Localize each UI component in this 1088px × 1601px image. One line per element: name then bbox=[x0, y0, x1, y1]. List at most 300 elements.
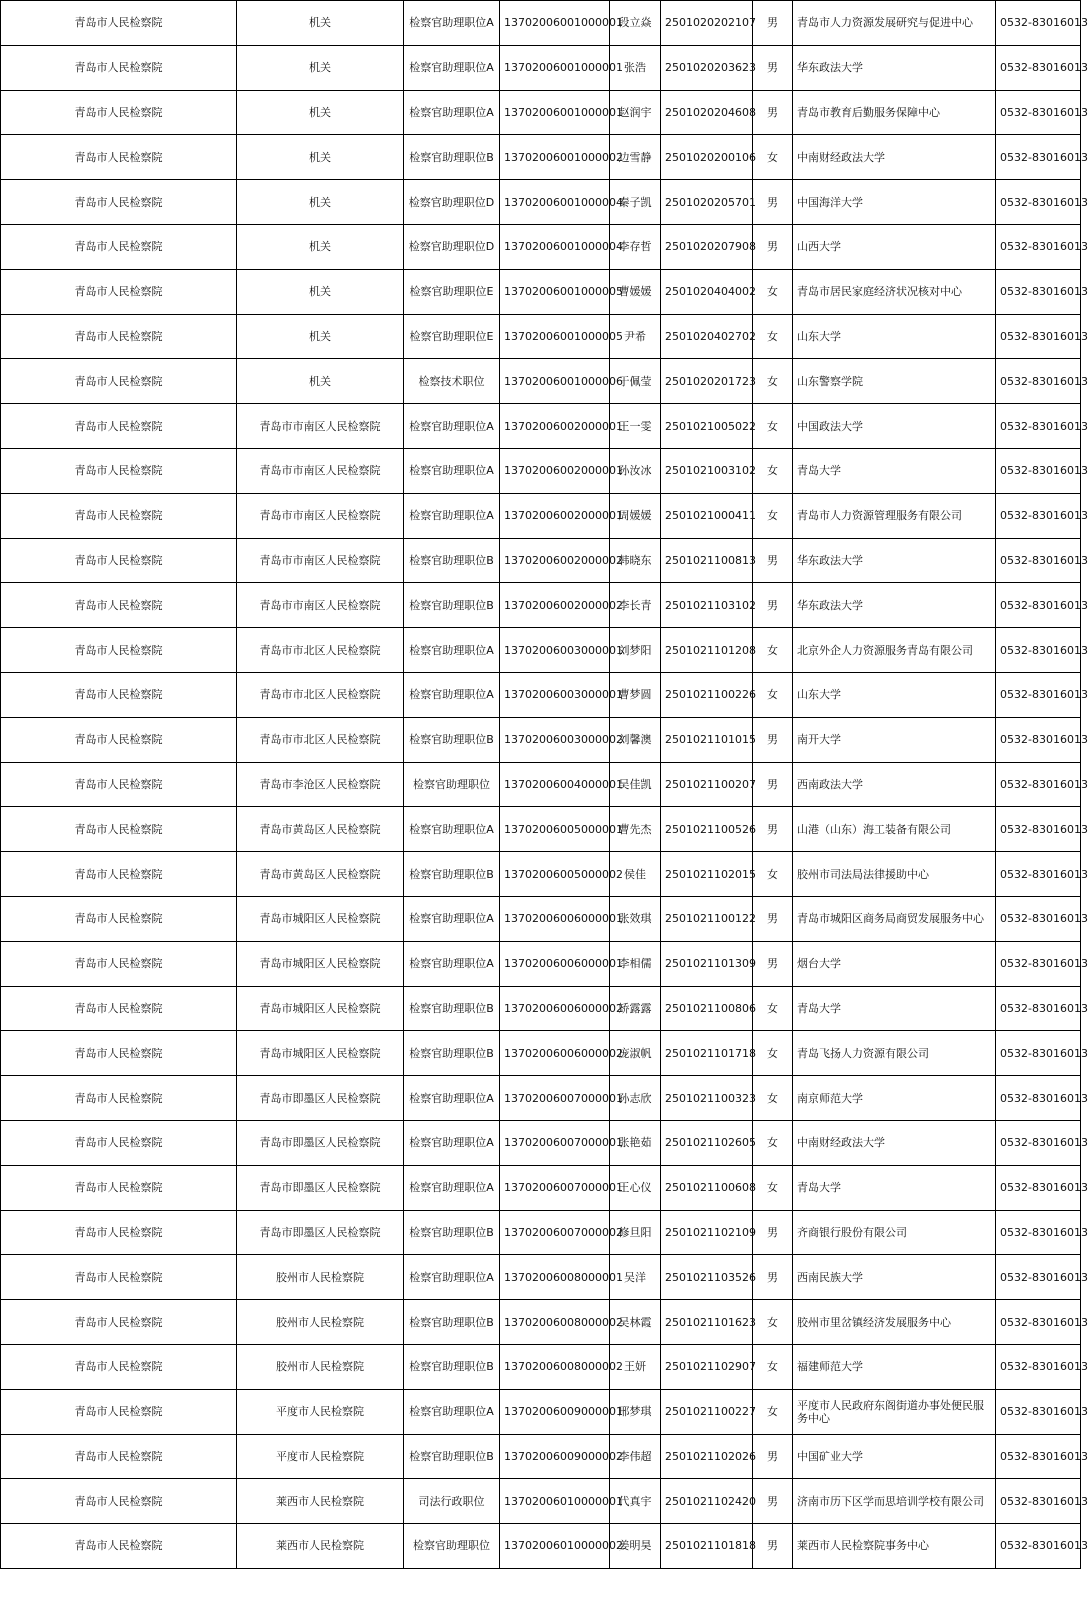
name-cell: 邢梦琪 bbox=[610, 1389, 661, 1434]
position-code-cell: 13702006001000001 bbox=[500, 45, 610, 90]
exam-number-cell: 2501021003102 bbox=[661, 448, 753, 493]
department-cell: 胶州市人民检察院 bbox=[237, 1300, 404, 1345]
position-name-cell: 检察官助理职位 bbox=[404, 762, 500, 807]
phone-cell: 0532-83016013 bbox=[996, 448, 1081, 493]
position-code-cell: 13702006002000001 bbox=[500, 448, 610, 493]
recruiting-unit-cell: 青岛市人民检察院 bbox=[1, 628, 237, 673]
position-name-cell: 检察官助理职位A bbox=[404, 90, 500, 135]
name-cell: 矫露露 bbox=[610, 986, 661, 1031]
department-cell: 机关 bbox=[237, 135, 404, 180]
table-row bbox=[1, 1165, 1081, 1210]
department-cell: 莱西市人民检察院 bbox=[237, 1524, 404, 1569]
position-name-cell: 检察官助理职位A bbox=[404, 1389, 500, 1434]
table-row bbox=[1, 1210, 1081, 1255]
name-cell: 张浩 bbox=[610, 45, 661, 90]
name-cell: 孙汝冰 bbox=[610, 448, 661, 493]
table-row bbox=[1, 1300, 1081, 1345]
position-code-cell: 13702006008000001 bbox=[500, 1255, 610, 1300]
department-cell: 胶州市人民检察院 bbox=[237, 1255, 404, 1300]
exam-number-cell: 2501021101015 bbox=[661, 717, 753, 762]
department-cell: 青岛市即墨区人民检察院 bbox=[237, 1165, 404, 1210]
name-cell: 孙志欣 bbox=[610, 1076, 661, 1121]
table-row bbox=[1, 90, 1081, 135]
phone-cell: 0532-83016013 bbox=[996, 1255, 1081, 1300]
work-unit-cell: 齐商银行股份有限公司 bbox=[793, 1210, 996, 1255]
name-cell: 李伟超 bbox=[610, 1434, 661, 1479]
department-cell: 青岛市黄岛区人民检察院 bbox=[237, 852, 404, 897]
gender-cell: 男 bbox=[753, 45, 793, 90]
position-name-cell: 检察官助理职位A bbox=[404, 1076, 500, 1121]
name-cell: 王心仪 bbox=[610, 1165, 661, 1210]
name-cell: 刘梦阳 bbox=[610, 628, 661, 673]
work-unit-cell: 福建师范大学 bbox=[793, 1344, 996, 1389]
recruiting-unit-cell: 青岛市人民检察院 bbox=[1, 1031, 237, 1076]
recruiting-unit-cell: 青岛市人民检察院 bbox=[1, 762, 237, 807]
table-row bbox=[1, 807, 1081, 852]
exam-number-cell: 2501021100526 bbox=[661, 807, 753, 852]
phone-cell: 0532-83016013 bbox=[996, 986, 1081, 1031]
department-cell: 青岛市市南区人民检察院 bbox=[237, 404, 404, 449]
department-cell: 青岛市市南区人民检察院 bbox=[237, 538, 404, 583]
position-name-cell: 检察技术职位 bbox=[404, 359, 500, 404]
exam-number-cell: 2501021102109 bbox=[661, 1210, 753, 1255]
recruiting-unit-cell: 青岛市人民检察院 bbox=[1, 45, 237, 90]
gender-cell: 女 bbox=[753, 404, 793, 449]
department-cell: 青岛市即墨区人民检察院 bbox=[237, 1210, 404, 1255]
recruiting-unit-cell: 青岛市人民检察院 bbox=[1, 1524, 237, 1569]
exam-number-cell: 2501021100207 bbox=[661, 762, 753, 807]
phone-cell: 0532-83016013 bbox=[996, 1434, 1081, 1479]
phone-cell: 0532-83016013 bbox=[996, 1031, 1081, 1076]
phone-cell: 0532-83016013 bbox=[996, 583, 1081, 628]
department-cell: 机关 bbox=[237, 269, 404, 314]
table-row bbox=[1, 672, 1081, 717]
gender-cell: 女 bbox=[753, 1076, 793, 1121]
department-cell: 青岛市市北区人民检察院 bbox=[237, 717, 404, 762]
department-cell: 青岛市市南区人民检察院 bbox=[237, 583, 404, 628]
name-cell: 吴佳凯 bbox=[610, 762, 661, 807]
position-name-cell: 检察官助理职位B bbox=[404, 1434, 500, 1479]
position-name-cell: 检察官助理职位A bbox=[404, 448, 500, 493]
name-cell: 刘馨澳 bbox=[610, 717, 661, 762]
work-unit-cell: 南京师范大学 bbox=[793, 1076, 996, 1121]
name-cell: 韩晓东 bbox=[610, 538, 661, 583]
position-code-cell: 13702006006000002 bbox=[500, 986, 610, 1031]
recruiting-unit-cell: 青岛市人民检察院 bbox=[1, 1479, 237, 1524]
work-unit-cell: 青岛市人力资源发展研究与促进中心 bbox=[793, 1, 996, 46]
exam-number-cell: 2501021101623 bbox=[661, 1300, 753, 1345]
exam-number-cell: 2501021102605 bbox=[661, 1120, 753, 1165]
work-unit-cell: 青岛大学 bbox=[793, 448, 996, 493]
work-unit-cell: 烟台大学 bbox=[793, 941, 996, 986]
position-name-cell: 检察官助理职位A bbox=[404, 404, 500, 449]
position-code-cell: 13702006007000002 bbox=[500, 1210, 610, 1255]
name-cell: 吴林霞 bbox=[610, 1300, 661, 1345]
position-code-cell: 13702006003000001 bbox=[500, 628, 610, 673]
exam-number-cell: 2501020202107 bbox=[661, 1, 753, 46]
work-unit-cell: 山西大学 bbox=[793, 224, 996, 269]
position-code-cell: 13702006003000001 bbox=[500, 672, 610, 717]
table-row bbox=[1, 762, 1081, 807]
phone-cell: 0532-83016013 bbox=[996, 90, 1081, 135]
phone-cell: 0532-83016013 bbox=[996, 359, 1081, 404]
work-unit-cell: 胶州市里岔镇经济发展服务中心 bbox=[793, 1300, 996, 1345]
phone-cell: 0532-83016013 bbox=[996, 135, 1081, 180]
position-name-cell: 检察官助理职位B bbox=[404, 717, 500, 762]
gender-cell: 女 bbox=[753, 628, 793, 673]
department-cell: 机关 bbox=[237, 314, 404, 359]
name-cell: 李长青 bbox=[610, 583, 661, 628]
exam-number-cell: 2501021100806 bbox=[661, 986, 753, 1031]
phone-cell: 0532-83016013 bbox=[996, 1165, 1081, 1210]
position-name-cell: 检察官助理职位A bbox=[404, 45, 500, 90]
position-code-cell: 13702006005000001 bbox=[500, 807, 610, 852]
work-unit-cell: 青岛市教育后勤服务保障中心 bbox=[793, 90, 996, 135]
position-code-cell: 13702006010000002 bbox=[500, 1524, 610, 1569]
department-cell: 青岛市市南区人民检察院 bbox=[237, 448, 404, 493]
phone-cell: 0532-83016013 bbox=[996, 628, 1081, 673]
recruiting-unit-cell: 青岛市人民检察院 bbox=[1, 493, 237, 538]
department-cell: 青岛市李沧区人民检察院 bbox=[237, 762, 404, 807]
phone-cell: 0532-83016013 bbox=[996, 314, 1081, 359]
gender-cell: 男 bbox=[753, 583, 793, 628]
exam-number-cell: 2501021102420 bbox=[661, 1479, 753, 1524]
recruiting-unit-cell: 青岛市人民检察院 bbox=[1, 672, 237, 717]
work-unit-cell: 西南政法大学 bbox=[793, 762, 996, 807]
phone-cell: 0532-83016013 bbox=[996, 1210, 1081, 1255]
table-row bbox=[1, 1479, 1081, 1524]
position-code-cell: 13702006009000002 bbox=[500, 1434, 610, 1479]
table-row bbox=[1, 1524, 1081, 1569]
position-name-cell: 检察官助理职位D bbox=[404, 180, 500, 225]
exam-number-cell: 2501021100813 bbox=[661, 538, 753, 583]
name-cell: 赵润宇 bbox=[610, 90, 661, 135]
exam-number-cell: 2501021103102 bbox=[661, 583, 753, 628]
phone-cell: 0532-83016013 bbox=[996, 807, 1081, 852]
table-row bbox=[1, 493, 1081, 538]
exam-number-cell: 2501021100323 bbox=[661, 1076, 753, 1121]
work-unit-cell: 华东政法大学 bbox=[793, 583, 996, 628]
name-cell: 尹希 bbox=[610, 314, 661, 359]
position-name-cell: 检察官助理职位B bbox=[404, 538, 500, 583]
gender-cell: 女 bbox=[753, 493, 793, 538]
position-code-cell: 13702006002000002 bbox=[500, 583, 610, 628]
phone-cell: 0532-83016013 bbox=[996, 762, 1081, 807]
position-code-cell: 13702006002000002 bbox=[500, 538, 610, 583]
phone-cell: 0532-83016013 bbox=[996, 493, 1081, 538]
recruiting-unit-cell: 青岛市人民检察院 bbox=[1, 269, 237, 314]
recruiting-unit-cell: 青岛市人民检察院 bbox=[1, 1434, 237, 1479]
recruiting-unit-cell: 青岛市人民检察院 bbox=[1, 1255, 237, 1300]
recruiting-unit-cell: 青岛市人民检察院 bbox=[1, 1120, 237, 1165]
recruiting-unit-cell: 青岛市人民检察院 bbox=[1, 986, 237, 1031]
phone-cell: 0532-83016013 bbox=[996, 1300, 1081, 1345]
name-cell: 周媛媛 bbox=[610, 493, 661, 538]
table-row bbox=[1, 628, 1081, 673]
recruiting-unit-cell: 青岛市人民检察院 bbox=[1, 1, 237, 46]
recruiting-unit-cell: 青岛市人民检察院 bbox=[1, 852, 237, 897]
position-code-cell: 13702006005000002 bbox=[500, 852, 610, 897]
exam-number-cell: 2501021101818 bbox=[661, 1524, 753, 1569]
name-cell: 于佩莹 bbox=[610, 359, 661, 404]
position-name-cell: 检察官助理职位B bbox=[404, 135, 500, 180]
phone-cell: 0532-83016013 bbox=[996, 224, 1081, 269]
table-row bbox=[1, 1120, 1081, 1165]
position-code-cell: 13702006002000001 bbox=[500, 404, 610, 449]
position-code-cell: 13702006001000005 bbox=[500, 314, 610, 359]
department-cell: 机关 bbox=[237, 90, 404, 135]
position-name-cell: 检察官助理职位B bbox=[404, 1031, 500, 1076]
gender-cell: 男 bbox=[753, 1524, 793, 1569]
position-code-cell: 13702006006000001 bbox=[500, 941, 610, 986]
position-name-cell: 检察官助理职位A bbox=[404, 1, 500, 46]
work-unit-cell: 济南市历下区学而思培训学校有限公司 bbox=[793, 1479, 996, 1524]
name-cell: 侯佳 bbox=[610, 852, 661, 897]
gender-cell: 男 bbox=[753, 180, 793, 225]
name-cell: 曹先杰 bbox=[610, 807, 661, 852]
work-unit-cell: 平度市人民政府东阁街道办事处便民服务中心 bbox=[793, 1389, 996, 1434]
department-cell: 青岛市即墨区人民检察院 bbox=[237, 1076, 404, 1121]
table-row bbox=[1, 986, 1081, 1031]
recruiting-unit-cell: 青岛市人民检察院 bbox=[1, 1165, 237, 1210]
phone-cell: 0532-83016013 bbox=[996, 1479, 1081, 1524]
phone-cell: 0532-83016013 bbox=[996, 45, 1081, 90]
department-cell: 青岛市市北区人民检察院 bbox=[237, 628, 404, 673]
gender-cell: 女 bbox=[753, 135, 793, 180]
phone-cell: 0532-83016013 bbox=[996, 717, 1081, 762]
department-cell: 机关 bbox=[237, 1, 404, 46]
gender-cell: 男 bbox=[753, 717, 793, 762]
exam-number-cell: 2501021101208 bbox=[661, 628, 753, 673]
gender-cell: 男 bbox=[753, 896, 793, 941]
exam-number-cell: 2501021103526 bbox=[661, 1255, 753, 1300]
name-cell: 秦子凯 bbox=[610, 180, 661, 225]
phone-cell: 0532-83016013 bbox=[996, 538, 1081, 583]
recruiting-unit-cell: 青岛市人民检察院 bbox=[1, 896, 237, 941]
recruiting-unit-cell: 青岛市人民检察院 bbox=[1, 717, 237, 762]
department-cell: 青岛市城阳区人民检察院 bbox=[237, 941, 404, 986]
position-name-cell: 检察官助理职位B bbox=[404, 583, 500, 628]
work-unit-cell: 山东大学 bbox=[793, 314, 996, 359]
recruiting-unit-cell: 青岛市人民检察院 bbox=[1, 90, 237, 135]
position-code-cell: 13702006007000001 bbox=[500, 1120, 610, 1165]
phone-cell: 0532-83016013 bbox=[996, 1389, 1081, 1434]
position-code-cell: 13702006001000001 bbox=[500, 1, 610, 46]
work-unit-cell: 青岛市人力资源管理服务有限公司 bbox=[793, 493, 996, 538]
gender-cell: 男 bbox=[753, 538, 793, 583]
table-row bbox=[1, 852, 1081, 897]
department-cell: 青岛市市北区人民检察院 bbox=[237, 672, 404, 717]
phone-cell: 0532-83016013 bbox=[996, 1, 1081, 46]
work-unit-cell: 南开大学 bbox=[793, 717, 996, 762]
work-unit-cell: 华东政法大学 bbox=[793, 538, 996, 583]
exam-number-cell: 2501021101309 bbox=[661, 941, 753, 986]
recruiting-unit-cell: 青岛市人民检察院 bbox=[1, 941, 237, 986]
position-code-cell: 13702006001000006 bbox=[500, 359, 610, 404]
recruiting-unit-cell: 青岛市人民检察院 bbox=[1, 359, 237, 404]
position-name-cell: 检察官助理职位E bbox=[404, 269, 500, 314]
table-row bbox=[1, 1, 1081, 46]
position-code-cell: 13702006001000005 bbox=[500, 269, 610, 314]
work-unit-cell: 莱西市人民检察院事务中心 bbox=[793, 1524, 996, 1569]
position-name-cell: 检察官助理职位A bbox=[404, 1120, 500, 1165]
table-row bbox=[1, 135, 1081, 180]
name-cell: 王一雯 bbox=[610, 404, 661, 449]
work-unit-cell: 青岛大学 bbox=[793, 986, 996, 1031]
table-row bbox=[1, 359, 1081, 404]
gender-cell: 女 bbox=[753, 852, 793, 897]
exam-number-cell: 2501021102907 bbox=[661, 1344, 753, 1389]
table-row bbox=[1, 314, 1081, 359]
work-unit-cell: 中南财经政法大学 bbox=[793, 1120, 996, 1165]
recruiting-unit-cell: 青岛市人民检察院 bbox=[1, 1076, 237, 1121]
table-body bbox=[1, 1, 1088, 1569]
gender-cell: 男 bbox=[753, 807, 793, 852]
work-unit-cell: 西南民族大学 bbox=[793, 1255, 996, 1300]
position-name-cell: 检察官助理职位A bbox=[404, 941, 500, 986]
exam-number-cell: 2501020205701 bbox=[661, 180, 753, 225]
work-unit-cell: 华东政法大学 bbox=[793, 45, 996, 90]
table-row bbox=[1, 1434, 1081, 1479]
recruiting-unit-cell: 青岛市人民检察院 bbox=[1, 807, 237, 852]
position-code-cell: 13702006008000002 bbox=[500, 1300, 610, 1345]
gender-cell: 女 bbox=[753, 359, 793, 404]
name-cell: 张艳茹 bbox=[610, 1120, 661, 1165]
table-row bbox=[1, 896, 1081, 941]
table-row bbox=[1, 180, 1081, 225]
recruiting-unit-cell: 青岛市人民检察院 bbox=[1, 583, 237, 628]
position-name-cell: 检察官助理职位A bbox=[404, 672, 500, 717]
gender-cell: 女 bbox=[753, 986, 793, 1031]
phone-cell: 0532-83016013 bbox=[996, 1120, 1081, 1165]
gender-cell: 男 bbox=[753, 1, 793, 46]
gender-cell: 女 bbox=[753, 448, 793, 493]
exam-number-cell: 2501020201723 bbox=[661, 359, 753, 404]
name-cell: 曹梦圆 bbox=[610, 672, 661, 717]
table-row bbox=[1, 45, 1081, 90]
gender-cell: 男 bbox=[753, 1434, 793, 1479]
department-cell: 平度市人民检察院 bbox=[237, 1389, 404, 1434]
phone-cell: 0532-83016013 bbox=[996, 180, 1081, 225]
position-name-cell: 检察官助理职位A bbox=[404, 493, 500, 538]
position-code-cell: 13702006009000001 bbox=[500, 1389, 610, 1434]
name-cell: 李相儒 bbox=[610, 941, 661, 986]
gender-cell: 女 bbox=[753, 1344, 793, 1389]
recruiting-unit-cell: 青岛市人民检察院 bbox=[1, 1389, 237, 1434]
position-name-cell: 检察官助理职位A bbox=[404, 1255, 500, 1300]
department-cell: 机关 bbox=[237, 45, 404, 90]
phone-cell: 0532-83016013 bbox=[996, 941, 1081, 986]
gender-cell: 女 bbox=[753, 672, 793, 717]
phone-cell: 0532-83016013 bbox=[996, 1076, 1081, 1121]
exam-number-cell: 2501021102015 bbox=[661, 852, 753, 897]
phone-cell: 0532-83016013 bbox=[996, 1524, 1081, 1569]
gender-cell: 男 bbox=[753, 941, 793, 986]
name-cell: 吴洋 bbox=[610, 1255, 661, 1300]
gender-cell: 男 bbox=[753, 90, 793, 135]
table-row bbox=[1, 1389, 1081, 1434]
position-code-cell: 13702006010000001 bbox=[500, 1479, 610, 1524]
exam-number-cell: 2501020404002 bbox=[661, 269, 753, 314]
table-row bbox=[1, 717, 1081, 762]
phone-cell: 0532-83016013 bbox=[996, 404, 1081, 449]
work-unit-cell: 中国政法大学 bbox=[793, 404, 996, 449]
gender-cell: 男 bbox=[753, 762, 793, 807]
recruiting-unit-cell: 青岛市人民检察院 bbox=[1, 224, 237, 269]
gender-cell: 女 bbox=[753, 314, 793, 359]
work-unit-cell: 青岛大学 bbox=[793, 1165, 996, 1210]
table-row bbox=[1, 404, 1081, 449]
name-cell: 边雪静 bbox=[610, 135, 661, 180]
gender-cell: 男 bbox=[753, 224, 793, 269]
department-cell: 青岛市市南区人民检察院 bbox=[237, 493, 404, 538]
position-code-cell: 13702006006000002 bbox=[500, 1031, 610, 1076]
recruiting-unit-cell: 青岛市人民检察院 bbox=[1, 448, 237, 493]
name-cell: 李存哲 bbox=[610, 224, 661, 269]
table-row bbox=[1, 1255, 1081, 1300]
exam-number-cell: 2501021005022 bbox=[661, 404, 753, 449]
table-row bbox=[1, 448, 1081, 493]
work-unit-cell: 青岛市城阳区商务局商贸发展服务中心 bbox=[793, 896, 996, 941]
gender-cell: 女 bbox=[753, 1120, 793, 1165]
gender-cell: 女 bbox=[753, 1165, 793, 1210]
department-cell: 青岛市即墨区人民检察院 bbox=[237, 1120, 404, 1165]
gender-cell: 男 bbox=[753, 1210, 793, 1255]
department-cell: 青岛市城阳区人民检察院 bbox=[237, 896, 404, 941]
position-name-cell: 检察官助理职位E bbox=[404, 314, 500, 359]
position-code-cell: 13702006007000001 bbox=[500, 1165, 610, 1210]
name-cell: 庞淑帆 bbox=[610, 1031, 661, 1076]
recruiting-unit-cell: 青岛市人民检察院 bbox=[1, 135, 237, 180]
gender-cell: 女 bbox=[753, 269, 793, 314]
name-cell: 姜明昊 bbox=[610, 1524, 661, 1569]
position-code-cell: 13702006001000001 bbox=[500, 90, 610, 135]
work-unit-cell: 中国海洋大学 bbox=[793, 180, 996, 225]
work-unit-cell: 山东大学 bbox=[793, 672, 996, 717]
recruiting-unit-cell: 青岛市人民检察院 bbox=[1, 314, 237, 359]
department-cell: 机关 bbox=[237, 180, 404, 225]
exam-number-cell: 2501021101718 bbox=[661, 1031, 753, 1076]
position-name-cell: 检察官助理职位B bbox=[404, 1210, 500, 1255]
position-name-cell: 检察官助理职位A bbox=[404, 1165, 500, 1210]
table-row bbox=[1, 1344, 1081, 1389]
phone-cell: 0532-83016013 bbox=[996, 896, 1081, 941]
recruiting-unit-cell: 青岛市人民检察院 bbox=[1, 404, 237, 449]
position-name-cell: 检察官助理职位B bbox=[404, 986, 500, 1031]
phone-cell: 0532-83016013 bbox=[996, 1344, 1081, 1389]
phone-cell: 0532-83016013 bbox=[996, 672, 1081, 717]
name-cell: 曹媛媛 bbox=[610, 269, 661, 314]
exam-number-cell: 2501021100226 bbox=[661, 672, 753, 717]
work-unit-cell: 山东警察学院 bbox=[793, 359, 996, 404]
position-name-cell: 检察官助理职位B bbox=[404, 1300, 500, 1345]
position-name-cell: 检察官助理职位B bbox=[404, 1344, 500, 1389]
department-cell: 胶州市人民检察院 bbox=[237, 1344, 404, 1389]
exam-number-cell: 2501021100122 bbox=[661, 896, 753, 941]
department-cell: 青岛市城阳区人民检察院 bbox=[237, 986, 404, 1031]
position-name-cell: 检察官助理职位A bbox=[404, 896, 500, 941]
position-code-cell: 13702006001000004 bbox=[500, 224, 610, 269]
exam-number-cell: 2501021102026 bbox=[661, 1434, 753, 1479]
exam-number-cell: 2501020207908 bbox=[661, 224, 753, 269]
name-cell: 修旦阳 bbox=[610, 1210, 661, 1255]
table-row bbox=[1, 1076, 1081, 1121]
position-name-cell: 检察官助理职位D bbox=[404, 224, 500, 269]
table-row bbox=[1, 269, 1081, 314]
work-unit-cell: 中南财经政法大学 bbox=[793, 135, 996, 180]
recruiting-unit-cell: 青岛市人民检察院 bbox=[1, 1210, 237, 1255]
work-unit-cell: 山港（山东）海工装备有限公司 bbox=[793, 807, 996, 852]
